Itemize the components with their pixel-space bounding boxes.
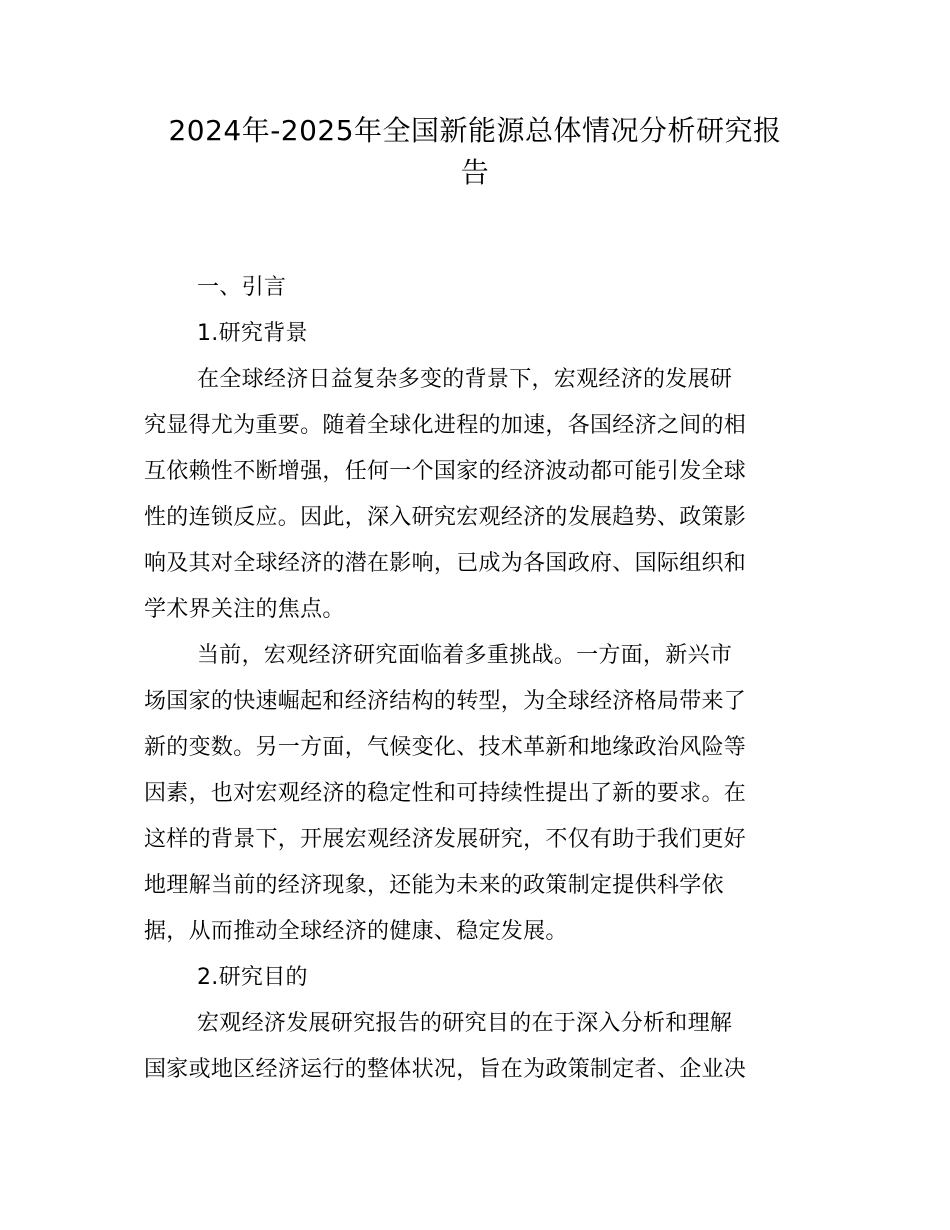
paragraph-line: 响及其对全球经济的潜在影响，已成为各国政府、国际组织和	[144, 551, 747, 576]
title-line: 告	[460, 156, 490, 189]
paragraph-line: 新的变数。另一方面，气候变化、技术革新和地缘政治风险等	[144, 735, 747, 760]
paragraph-line: 在全球经济日益复杂多变的背景下，宏观经济的发展研	[197, 367, 733, 392]
paragraph-line: 宏观经济发展研究报告的研究目的在于深入分析和理解	[197, 1011, 733, 1036]
paragraph-line: 当前，宏观经济研究面临着多重挑战。一方面，新兴市	[197, 643, 733, 668]
subsection-heading: 2.研究目的	[197, 965, 308, 990]
paragraph-line: 国家或地区经济运行的整体状况，旨在为政策制定者、企业决	[144, 1057, 747, 1082]
paragraph-line: 究显得尤为重要。随着全球化进程的加速，各国经济之间的相	[144, 413, 747, 438]
subsection-heading: 1.研究背景	[197, 321, 308, 346]
paragraph-line: 学术界关注的焦点。	[144, 597, 345, 622]
paragraph-line: 场国家的快速崛起和经济结构的转型，为全球经济格局带来了	[144, 689, 747, 714]
title-line: 2024年-2025年全国新能源总体情况分析研究报	[168, 114, 782, 147]
paragraph-line: 地理解当前的经济现象，还能为未来的政策制定提供科学依	[144, 873, 724, 898]
paragraph	[144, 1001, 814, 1093]
paragraph-line: 这样的背景下，开展宏观经济发展研究，不仅有助于我们更好	[144, 827, 747, 852]
paragraph-line: 因素，也对宏观经济的稳定性和可持续性提出了新的要求。在	[144, 781, 747, 806]
paragraph	[144, 633, 814, 955]
document-title	[140, 110, 810, 194]
section-heading: 一、引言	[197, 275, 287, 300]
paragraph-line: 据，从而推动全球经济的健康、稳定发展。	[144, 919, 568, 944]
paragraph	[144, 357, 814, 633]
paragraph-line: 互依赖性不断增强，任何一个国家的经济波动都可能引发全球	[144, 459, 747, 484]
paragraph-line: 性的连锁反应。因此，深入研究宏观经济的发展趋势、政策影	[144, 505, 747, 530]
document-body	[144, 265, 814, 1093]
